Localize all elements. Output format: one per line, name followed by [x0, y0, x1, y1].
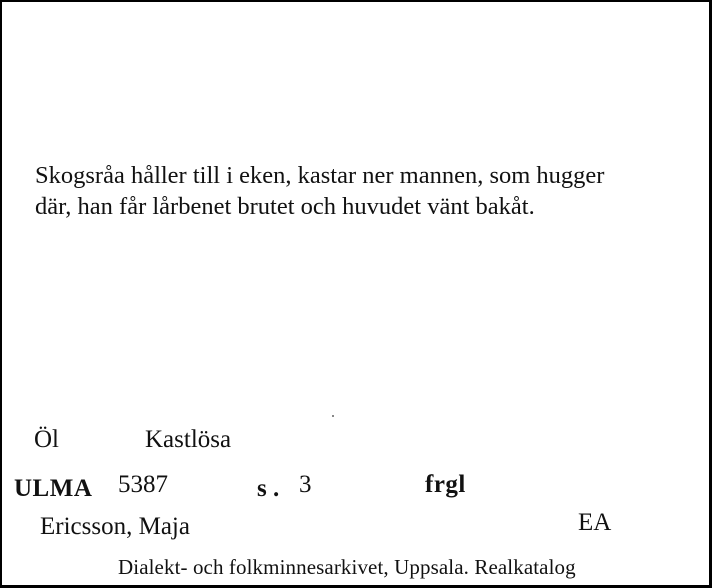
recorder-initials: EA [578, 509, 612, 536]
socken-field: Kastlösa [145, 426, 232, 453]
archive-number: 5387 [118, 471, 168, 498]
record-text-line-2: där, han får lårbenet brutet och huvudet vänt bakåt. [35, 193, 535, 220]
archive-label: ULMA [14, 475, 93, 502]
scan-speck [332, 415, 334, 417]
informant-field: Ericsson, Maja [40, 513, 190, 540]
page-number: 3 [299, 471, 312, 498]
landskap-field: Öl [34, 426, 59, 453]
archive-footer: Dialekt- och folkminnesarkivet, Uppsala. Realkatalog [118, 555, 576, 579]
category-field: frgl [425, 471, 466, 498]
record-text [35, 160, 685, 222]
record-text-line-1: Skogsråa håller till i eken, kastar ner mannen, som hugger [35, 162, 605, 189]
page-label: s . [257, 475, 280, 502]
